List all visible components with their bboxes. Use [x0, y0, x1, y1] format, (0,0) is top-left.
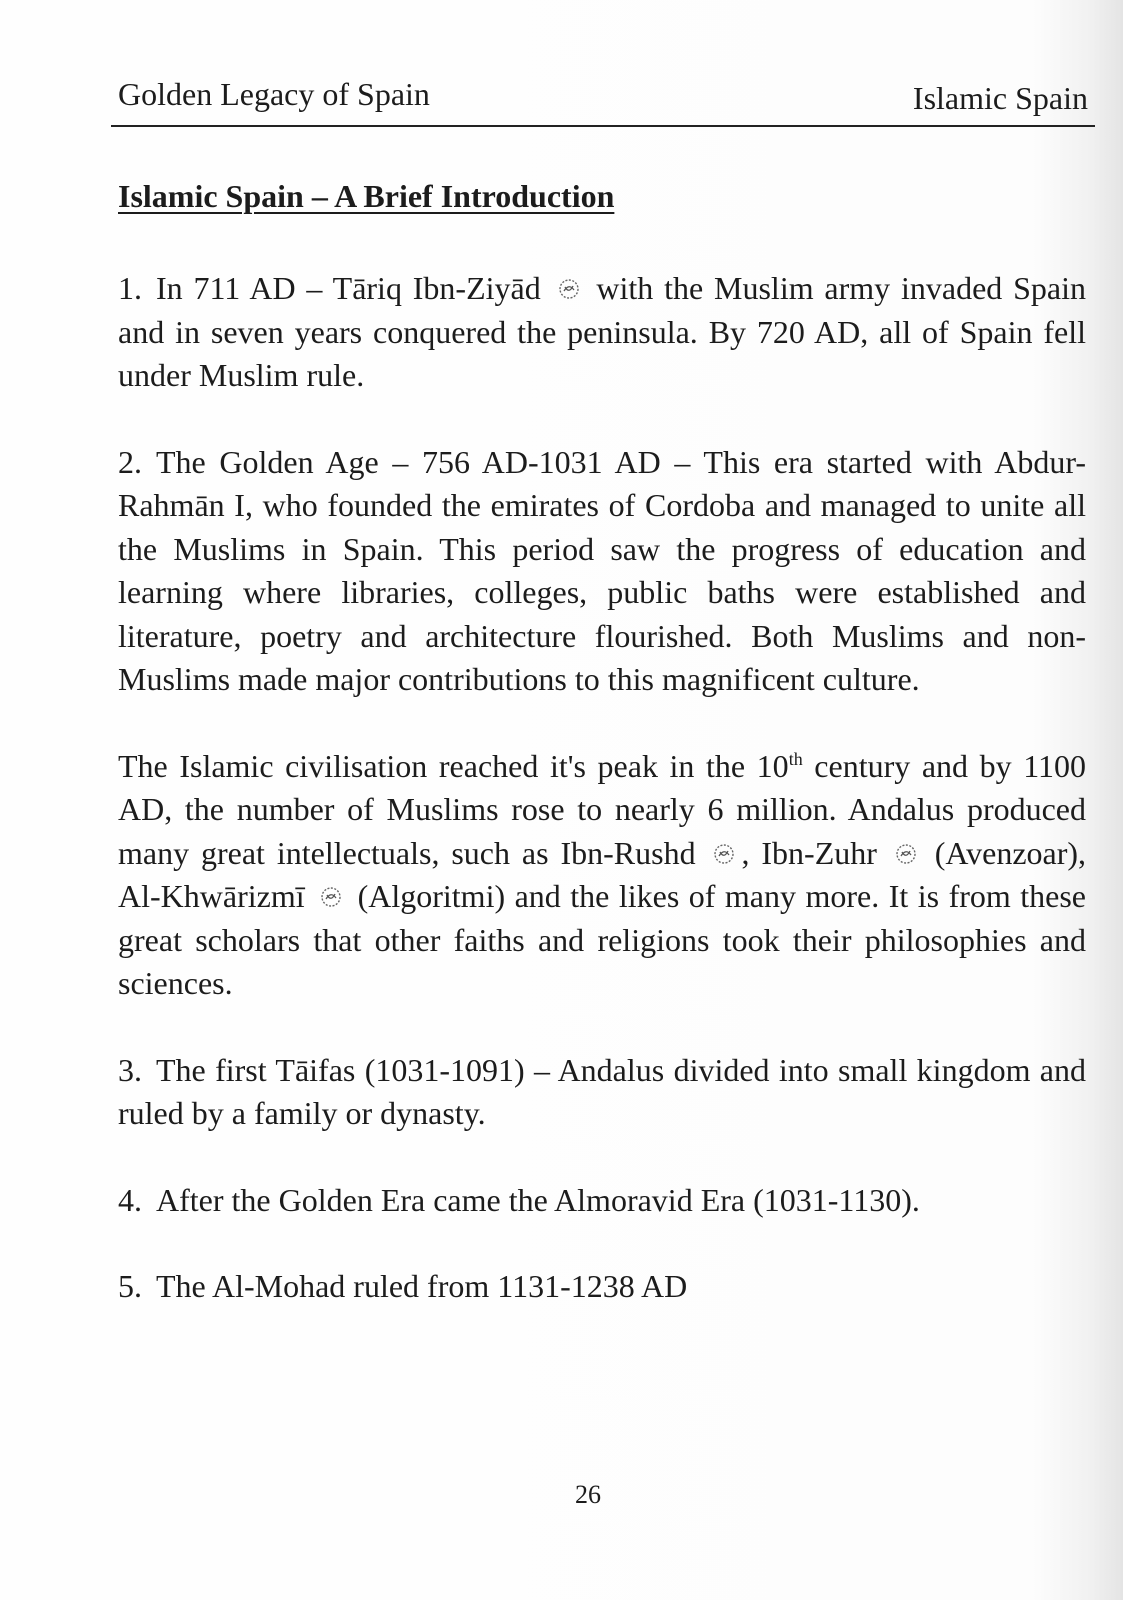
list-number: 5. — [118, 1268, 142, 1304]
superscript: th — [788, 748, 803, 769]
civilisation-paragraph — [118, 745, 1086, 1006]
list-number: 3. — [118, 1051, 142, 1088]
paragraph-text: The Islamic civilisation reached it's peak in the 10 — [118, 747, 789, 784]
honorific-icon — [893, 841, 919, 867]
paragraph-text: with the Muslim army invaded Spain and in seven years conquered the peninsula. By 720 AD, all of Spain fell under Muslim rule. — [118, 270, 1087, 393]
page-body — [118, 176, 1086, 1352]
paragraph-text: The first Tāifas (1031-1091) – Andalus divided into small kingdom and ruled by a family or dynasty. — [118, 1051, 1086, 1131]
chapter-title: Islamic Spain — [912, 80, 1088, 116]
list-number: 2. — [118, 443, 142, 480]
list-number: 4. — [118, 1181, 142, 1218]
list-item-1 — [118, 267, 1086, 398]
book-title: Golden Legacy of Spain — [118, 76, 430, 112]
paragraph-text: In 711 AD – Tāriq Ibn-Ziyād — [156, 270, 541, 306]
paragraph-text: The Al-Mohad ruled from 1131-1238 AD — [156, 1268, 688, 1304]
honorific-icon — [318, 884, 344, 910]
list-item-2 — [118, 441, 1086, 702]
paragraph-text: (Algoritmi) and the likes of many more. It is from these great scholars that other faiths and religions took their philosophies and sciences. — [118, 878, 1087, 1001]
page-number: 26 — [575, 1480, 601, 1509]
section-heading: Islamic Spain – A Brief Introduction — [118, 178, 615, 214]
paragraph-text: (Avenzoar), Al-Khwārizmī — [118, 834, 1087, 914]
header-rule — [111, 125, 1095, 127]
paragraph-text: The Golden Age – 756 AD-1031 AD – This era started with Abdur-Rahmān I, who founded the emirates of Cordoba and managed to unite all the Muslims in Spain. This period saw the progress of education and learning where libraries, colleges, public baths were established and literature, poetry and architecture flourished. Both Muslims and non-Muslims made major contributions to this magnificent culture. — [118, 443, 1086, 697]
list-item-4 — [118, 1179, 1086, 1223]
running-header — [118, 72, 1088, 122]
honorific-icon — [711, 841, 737, 867]
list-item-3 — [118, 1049, 1086, 1136]
list-item-5 — [118, 1265, 1086, 1309]
paragraph-text: , Ibn-Zuhr — [741, 834, 877, 871]
paragraph-text: century and by 1100 AD, the number of Muslims rose to nearly 6 million. Andalus produced many great intellectuals, such as Ibn-Rushd — [118, 747, 1087, 871]
honorific-icon — [556, 276, 582, 302]
list-number: 1. — [118, 270, 142, 306]
paragraph-text: After the Golden Era came the Almoravid Era (1031-1130). — [156, 1181, 920, 1218]
